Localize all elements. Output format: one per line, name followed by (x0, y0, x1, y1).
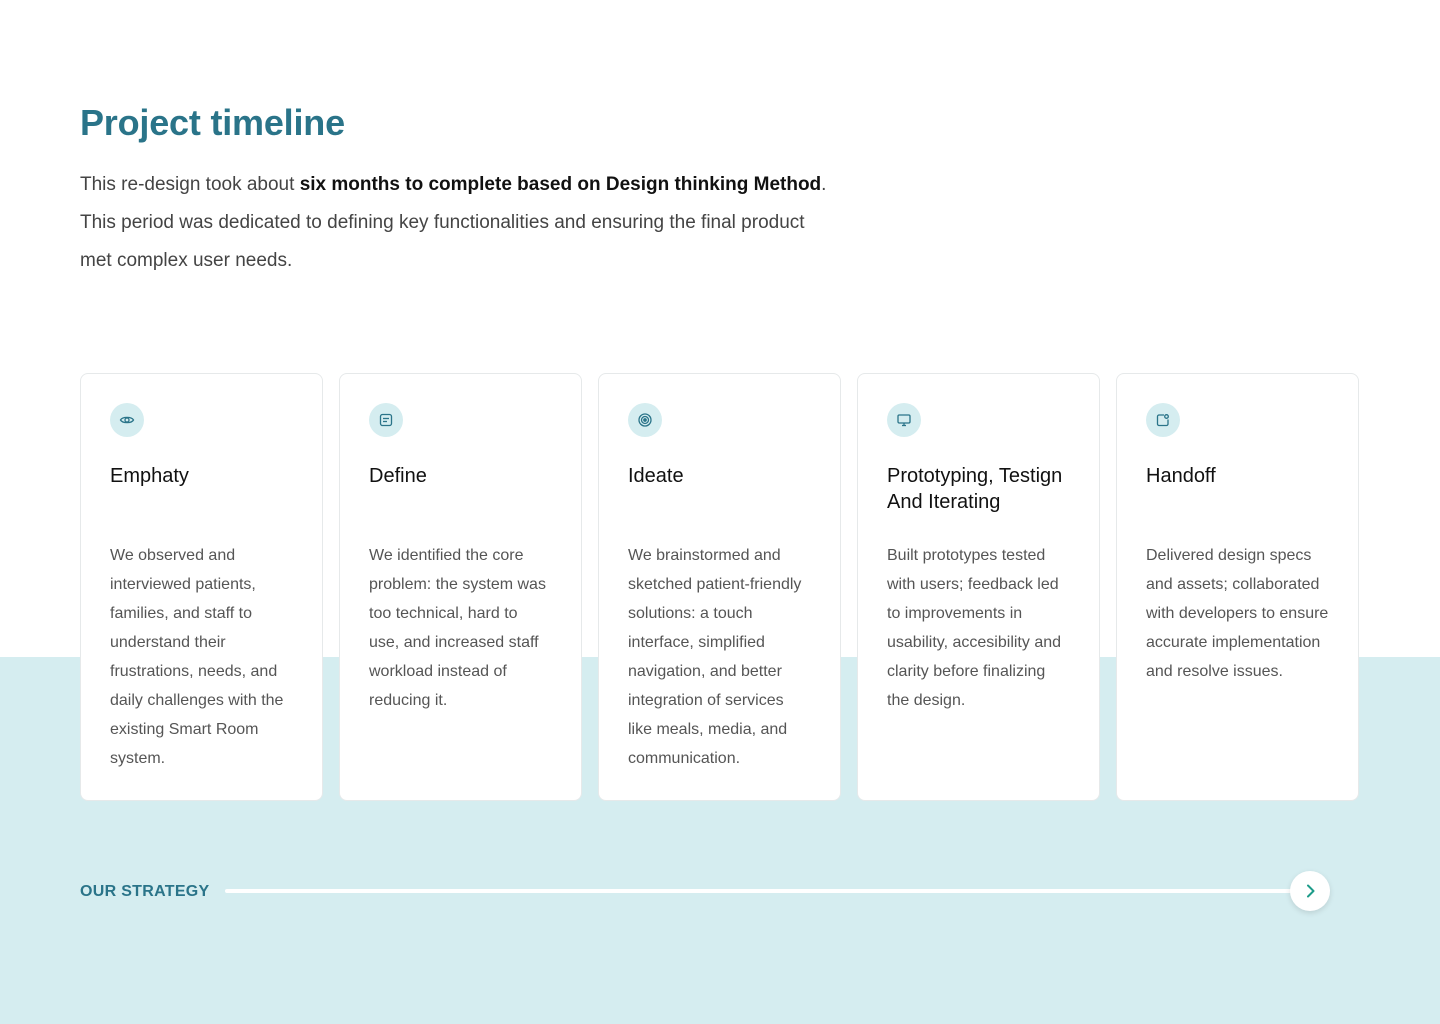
card-description: We brainstormed and sketched patient-friendly solutions: a touch interface, simplified navigation, and better integration of services like meals, media, and communication. (628, 547, 802, 767)
intro-bold: six months to complete based on Design thinking Method (299, 174, 822, 195)
timeline-cards (80, 373, 1359, 801)
timeline-card-prototyping (857, 373, 1100, 801)
next-button[interactable] (1290, 871, 1330, 911)
intro-paragraph (80, 166, 840, 280)
ideas-icon (628, 403, 662, 437)
card-title: Ideate (628, 465, 684, 487)
card-description: We identified the core problem: the system was too technical, hard to use, and increased staff workload instead of reducing it. (369, 547, 546, 709)
timeline-card-emphaty (80, 373, 323, 801)
strategy-progress-line (225, 889, 1295, 893)
card-description: Built prototypes tested with users; feedback led to improvements in usability, accesibility and clarity before finalizing the design. (887, 547, 1062, 709)
handoff-icon (1146, 403, 1180, 437)
timeline-card-define (339, 373, 582, 801)
intro-tail: . This period was dedicated to defining key functionalities and ensuring the final product met complex user needs. (80, 174, 827, 271)
card-description: We observed and interviewed patients, families, and staff to understand their frustrations, needs, and daily challenges with the existing Smart Room system. (110, 547, 284, 767)
timeline-card-ideate (598, 373, 841, 801)
document-icon (369, 403, 403, 437)
card-title: Emphaty (110, 465, 189, 487)
intro-lead: This re-design took about (80, 174, 300, 195)
eye-icon (110, 403, 144, 437)
chevron-right-icon (1301, 882, 1319, 900)
strategy-label: OUR STRATEGY (80, 883, 210, 900)
card-title: Prototyping, Testign And Iterating (887, 465, 1063, 513)
monitor-icon (887, 403, 921, 437)
card-description: Delivered design specs and assets; collaborated with developers to ensure accurate implementation and resolve issues. (1146, 547, 1329, 680)
card-title: Handoff (1146, 465, 1216, 487)
card-title: Define (369, 465, 427, 487)
timeline-card-handoff (1116, 373, 1359, 801)
page-title: Project timeline (80, 102, 345, 143)
